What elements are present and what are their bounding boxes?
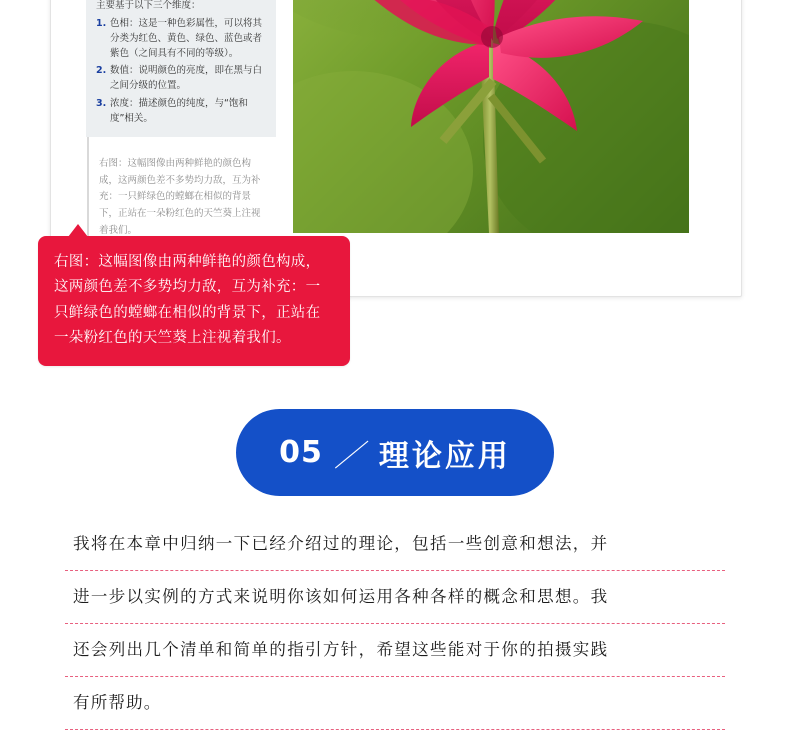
list-item (96, 17, 266, 61)
section-number: 05 (279, 435, 323, 470)
section-title: 理论应用 (378, 438, 511, 474)
body-line-text: 进一步以实例的方式来说明你该如何运用各种各样的概念和思想。我 (73, 587, 609, 607)
photo-caption-grey: 右图：这幅图像由两种鲜艳的颜色构成，这两颜色差不多势均力敌，互为补充：一只鲜绿色的螳螂在相似的背景下，正站在一朵粉红色的天竺葵上注视着我们。 (99, 158, 261, 236)
list-item-number: 1. (96, 18, 107, 30)
list-item-number: 2. (96, 65, 107, 77)
body-line (65, 677, 725, 730)
definition-intro: 主要基于以下三个维度： (96, 0, 201, 11)
list-item-text: 浓度：描述颜色的纯度，与“饱和度”相关。 (110, 97, 248, 124)
body-paragraph (65, 518, 725, 730)
list-item-number: 3. (96, 97, 107, 109)
definition-list (96, 17, 266, 126)
list-item (96, 64, 266, 93)
body-line-text: 还会列出几个清单和简单的指引方针，希望这些能对于你的拍摄实践 (73, 640, 609, 660)
list-item-text: 数值：说明颜色的亮度，即在黑与白之间分级的位置。 (110, 65, 263, 92)
body-line-text: 我将在本章中归纳一下已经介绍过的理论，包括一些创意和想法，并 (73, 534, 609, 554)
definition-box (86, 0, 276, 137)
body-line (65, 571, 725, 624)
body-line (65, 624, 725, 677)
body-line-text: 有所帮助。 (73, 693, 162, 713)
section-header-pill (236, 409, 554, 496)
list-item-text: 色相：这是一种色彩属性，可以将其分类为红色、黄色、绿色、蓝色或者紫色（之间具有不同的等级）。 (110, 18, 263, 59)
red-callout-balloon: 右图：这幅图像由两种鲜艳的颜色构成，这两颜色差不多势均力敌，互为补充：一只鲜绿色的螳螂在相似的背景下，正站在一朵粉红色的天竺葵上注视着我们。 (38, 236, 350, 366)
body-line (65, 518, 725, 571)
flower-photo-illustration (293, 0, 689, 233)
list-item (96, 97, 266, 126)
section-separator-icon: ／ (332, 438, 370, 474)
flower-photo (293, 0, 689, 233)
